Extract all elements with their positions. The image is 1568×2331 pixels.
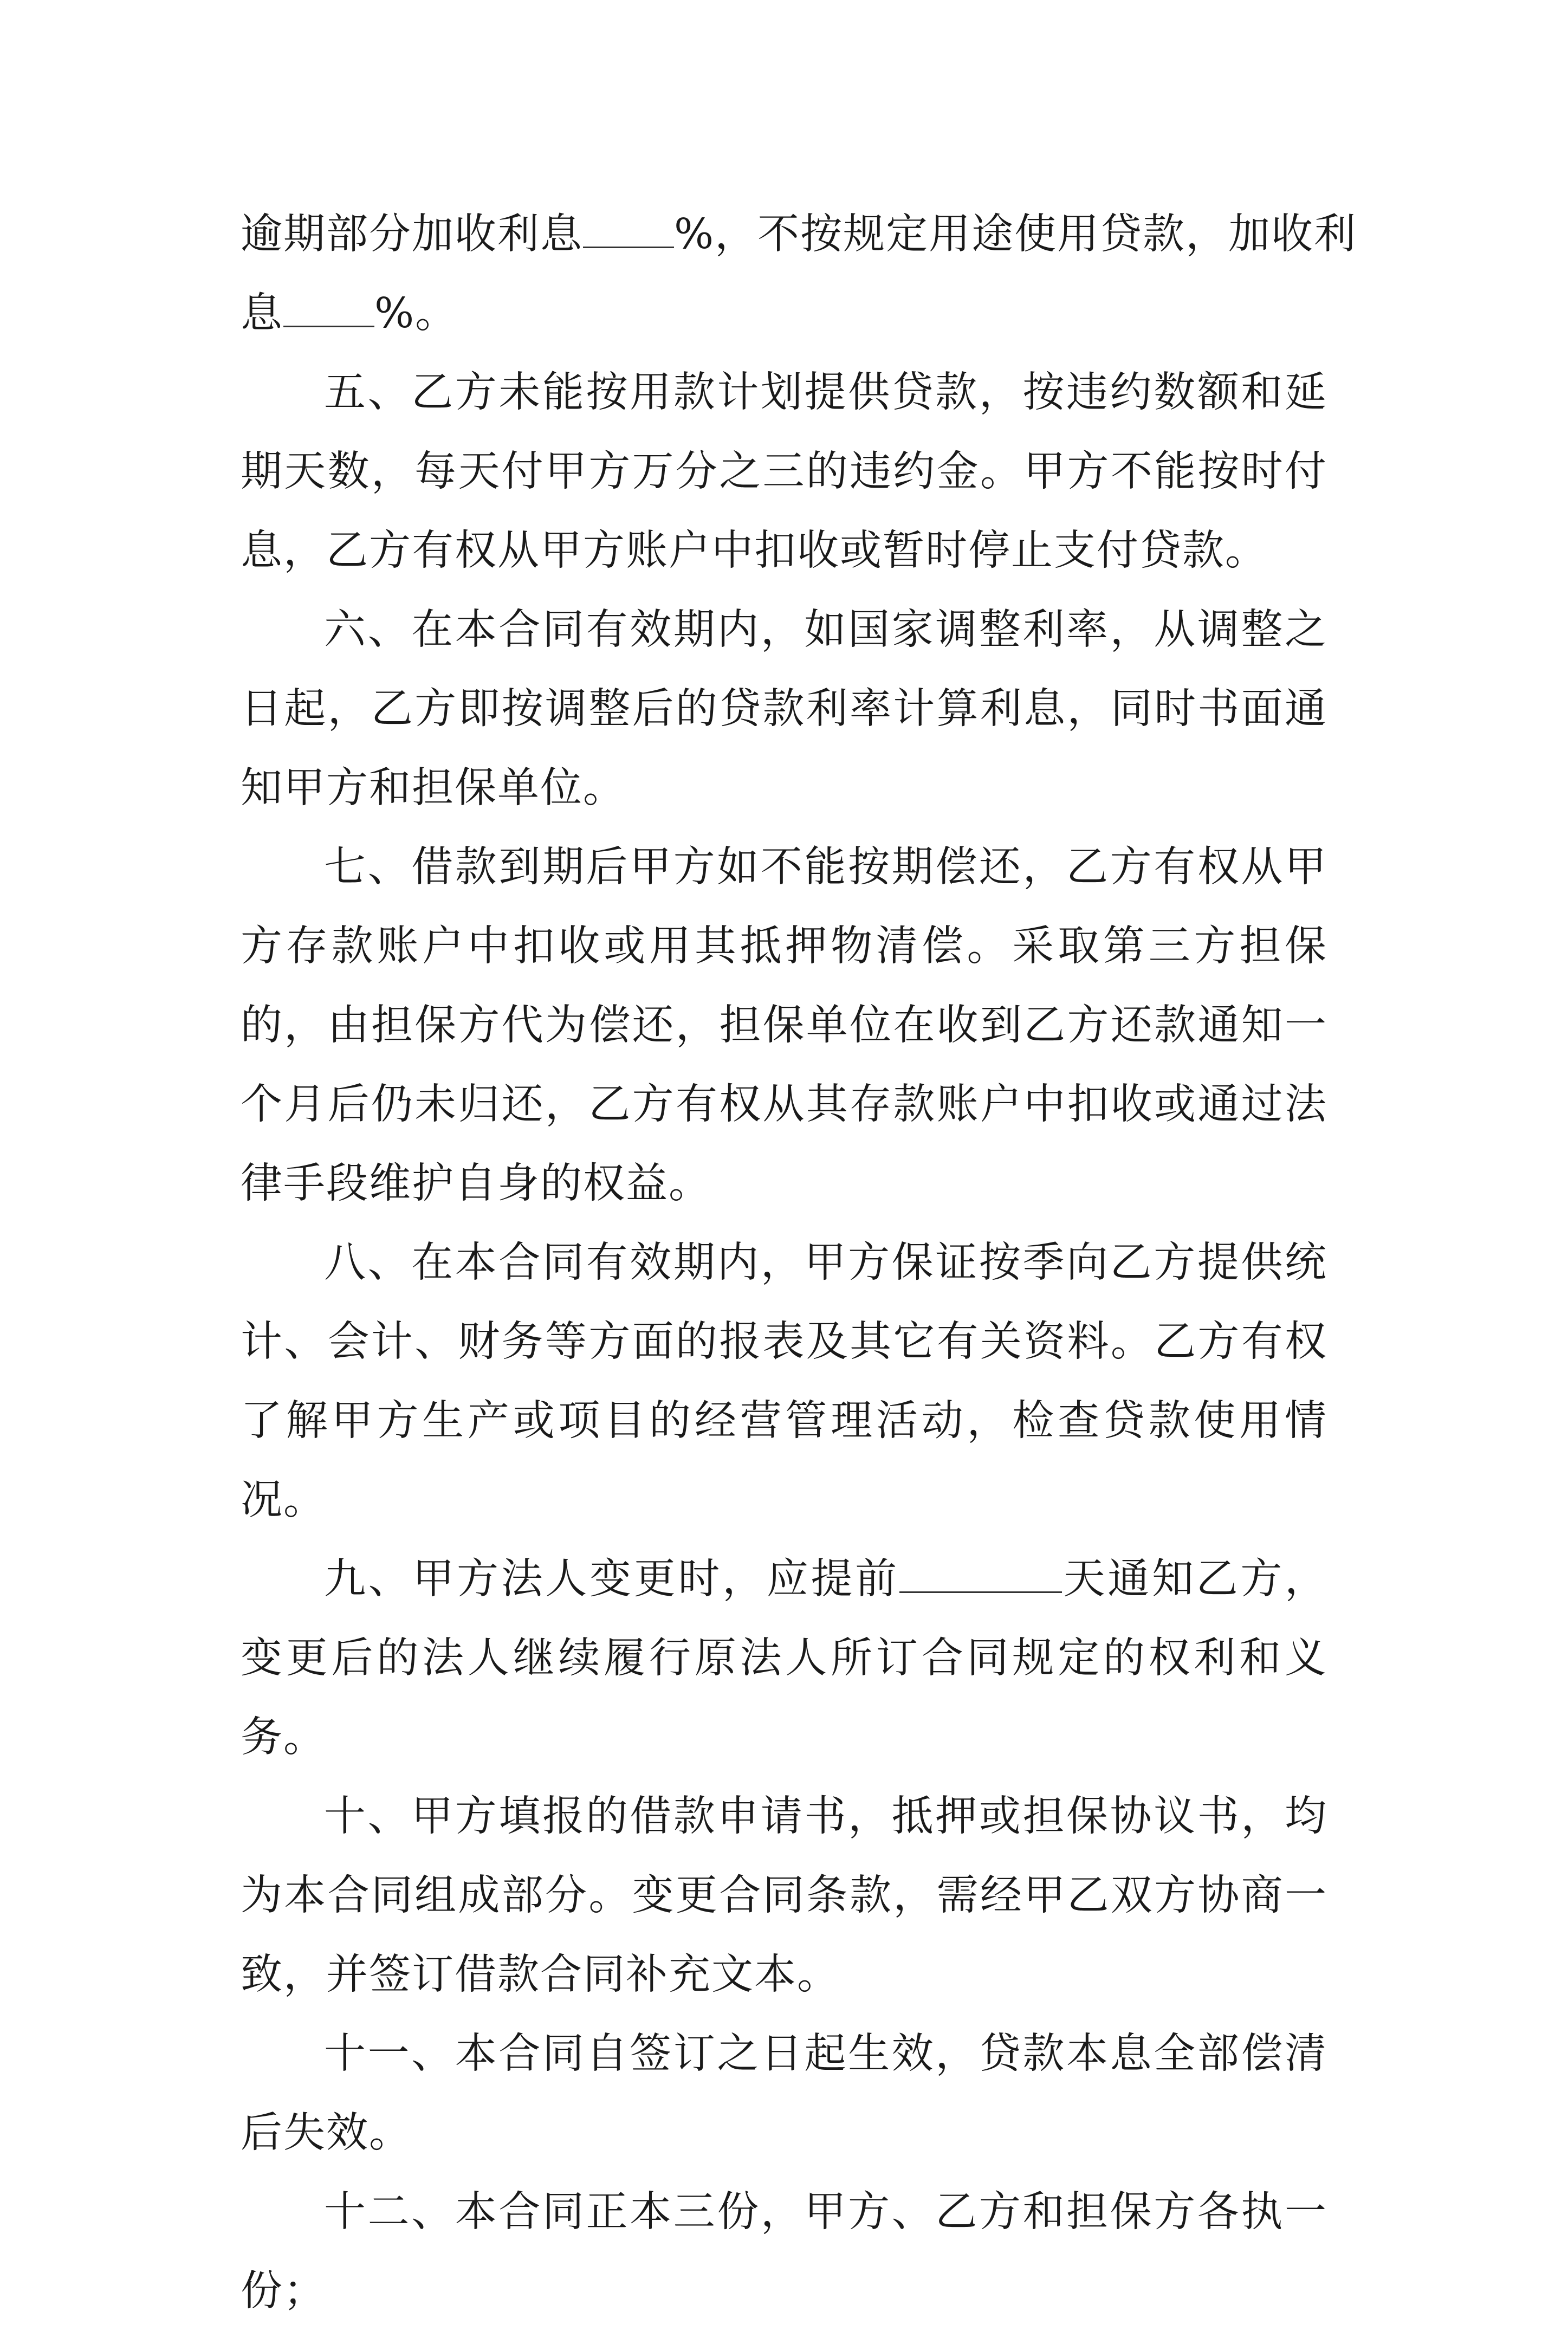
clause-9 — [241, 1540, 1327, 1777]
blank-field — [583, 209, 674, 248]
blank-field — [283, 288, 374, 327]
blank-field — [899, 1554, 1062, 1593]
continuation-text-d: %。 — [374, 289, 458, 338]
continuation-text-c: 息 — [241, 289, 283, 338]
continuation-line-1 — [241, 195, 1357, 274]
clause-5: 五、乙方未能按用款计划提供贷款，按违约数额和延期天数，每天付甲方万分之三的违约金。甲方不能按时付息，乙方有权从甲方账户中扣收或暂时停止支付贷款。 — [241, 368, 1327, 575]
clause-8: 八、在本合同有效期内，甲方保证按季向乙方提供统计、会计、财务等方面的报表及其它有关资料。乙方有权了解甲方生产或项目的经营管理活动，检查贷款使用情况。 — [241, 1239, 1327, 1524]
clause-9-text-a: 九、甲方法人变更时，应提前 — [324, 1555, 899, 1603]
continuation-text-a: 逾期部分加收利息 — [241, 210, 583, 258]
clause-11: 十一、本合同自签订之日起生效，贷款本息全部偿清后失效。 — [241, 2030, 1327, 2157]
clause-10: 十、甲方填报的借款申请书，抵押或担保协议书，均为本合同组成部分。变更合同条款，需经甲乙双方协商一致，并签订借款合同补充文本。 — [241, 1792, 1327, 1999]
continuation-line-2 — [241, 274, 1327, 353]
continuation-paragraph — [241, 195, 1357, 353]
clause-6: 六、在本合同有效期内，如国家调整利率，从调整之日起，乙方即按调整后的贷款利率计算利息，同时书面通知甲方和担保单位。 — [241, 606, 1327, 812]
clause-12: 十二、本合同正本三份，甲方、乙方和担保方各执一份； — [241, 2188, 1327, 2315]
clause-7: 七、借款到期后甲方如不能按期偿还，乙方有权从甲方存款账户中扣收或用其抵押物清偿。采取第三方担保的，由担保方代为偿还，担保单位在收到乙方还款通知一个月后仍未归还，乙方有权从其存款账户中扣收或通过法律手段维护自身的权益。 — [241, 843, 1327, 1208]
continuation-text-b: %，不按规定用途使用贷款，加收利 — [674, 210, 1357, 258]
clause-9-text-b: 天通知乙方，变更后的法人继续履行原法人所订合同规定的权利和义务。 — [241, 1555, 1328, 1762]
document-body — [241, 195, 1357, 2331]
